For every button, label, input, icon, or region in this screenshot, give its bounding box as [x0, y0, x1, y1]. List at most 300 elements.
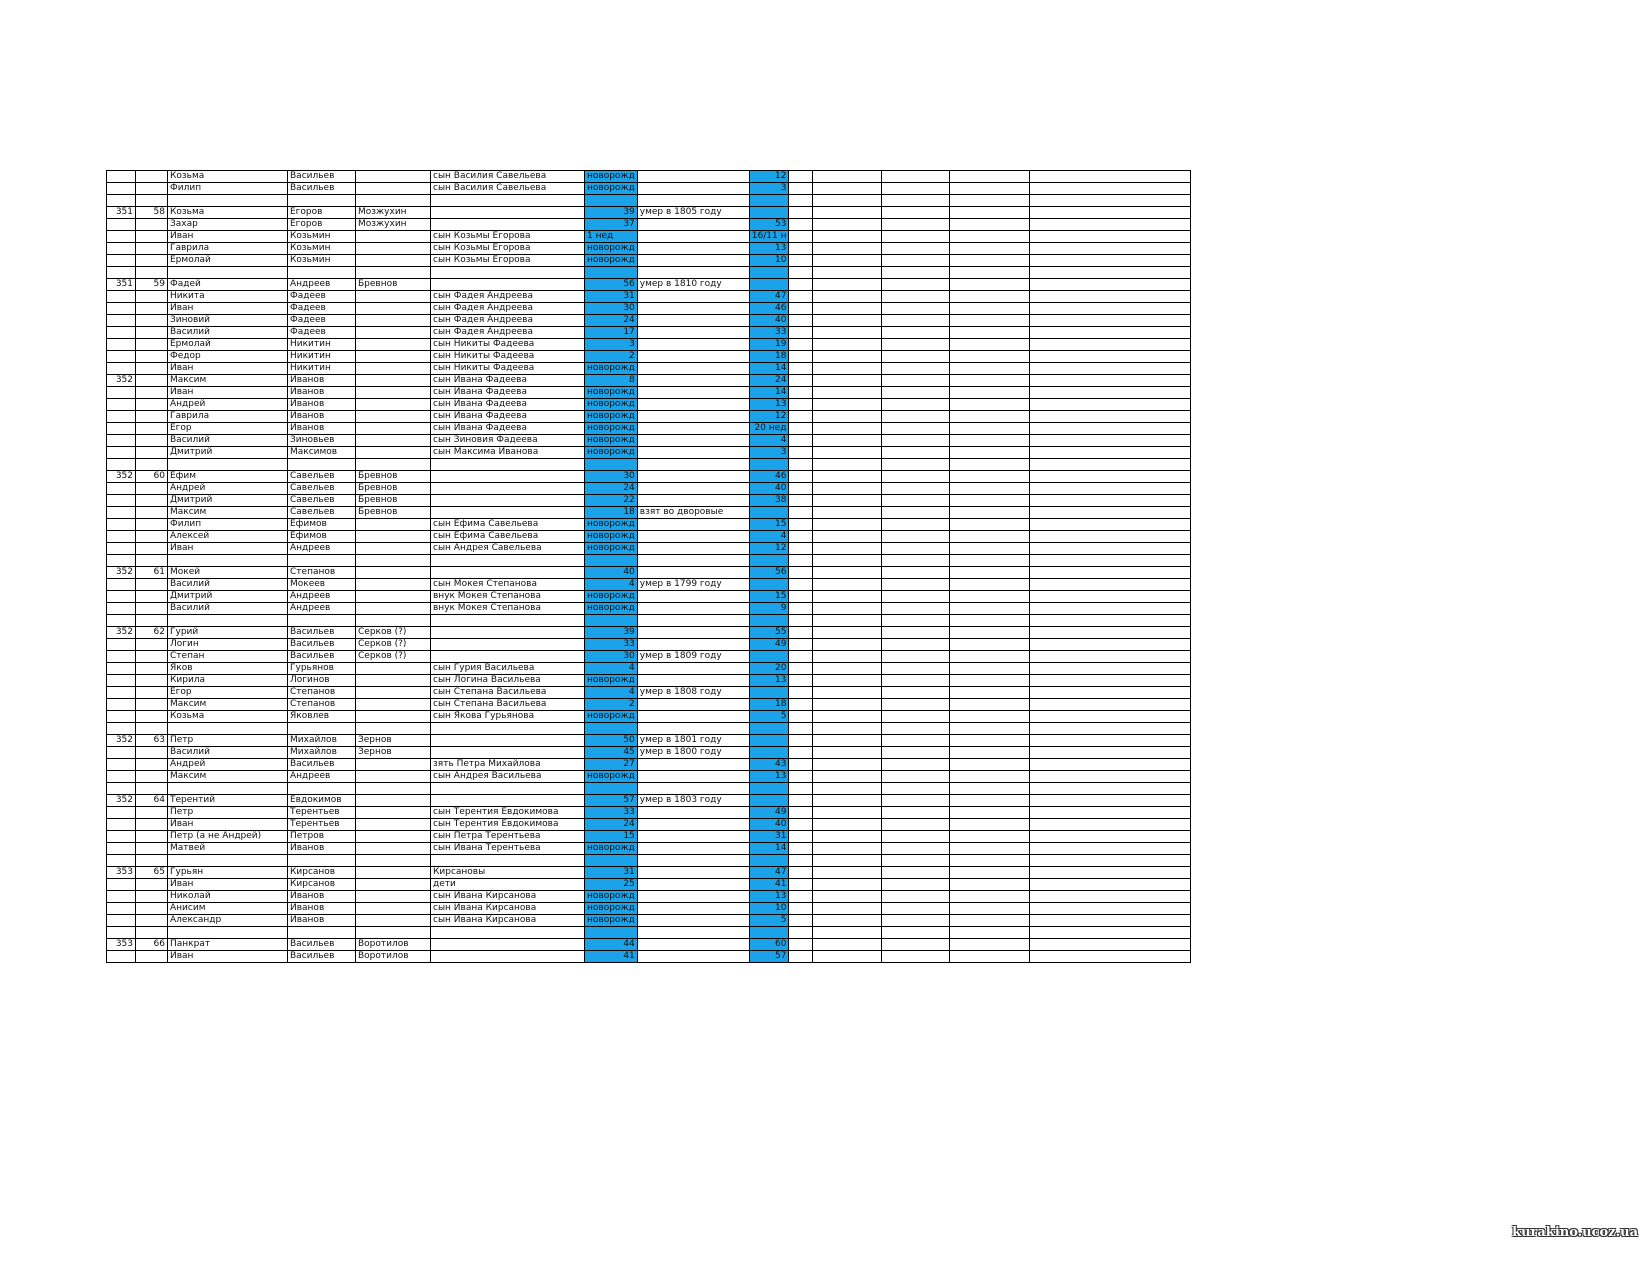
empty-cell	[813, 735, 882, 747]
empty-cell	[950, 435, 1030, 447]
patronymic-cell: Иванов	[288, 411, 356, 423]
note-cell	[637, 855, 749, 867]
empty-cell	[813, 183, 882, 195]
page-number-cell	[107, 903, 136, 915]
household-number-cell	[136, 291, 168, 303]
age-2-cell: 12	[749, 411, 789, 423]
surname-cell	[356, 291, 431, 303]
age-2-cell	[749, 459, 789, 471]
empty-cell	[1030, 231, 1191, 243]
household-number-cell	[136, 651, 168, 663]
patronymic-cell: Иванов	[288, 915, 356, 927]
age-1-cell	[585, 723, 638, 735]
page-number-cell	[107, 843, 136, 855]
empty-cell	[950, 495, 1030, 507]
page-number-cell	[107, 771, 136, 783]
table-row	[107, 531, 1191, 543]
surname-cell	[356, 675, 431, 687]
patronymic-cell: Козьмин	[288, 255, 356, 267]
first-name-cell: Матвей	[168, 843, 288, 855]
age-1-cell: 33	[585, 807, 638, 819]
empty-cell	[1030, 411, 1191, 423]
empty-cell	[950, 783, 1030, 795]
relation-cell: сын Фадея Андреева	[431, 303, 585, 315]
page-number-cell	[107, 759, 136, 771]
empty-cell	[950, 807, 1030, 819]
table-row	[107, 651, 1191, 663]
surname-cell	[356, 435, 431, 447]
age-2-cell: 40	[749, 819, 789, 831]
empty-cell	[1030, 579, 1191, 591]
empty-cell	[1030, 207, 1191, 219]
table-row	[107, 351, 1191, 363]
empty-cell	[950, 639, 1030, 651]
first-name-cell: Панкрат	[168, 939, 288, 951]
first-name-cell: Степан	[168, 651, 288, 663]
empty-cell	[789, 195, 813, 207]
first-name-cell: Дмитрий	[168, 591, 288, 603]
relation-cell: сын Степана Васильева	[431, 687, 585, 699]
age-2-cell: 20	[749, 663, 789, 675]
surname-cell	[356, 183, 431, 195]
page-number-cell: 352	[107, 567, 136, 579]
empty-cell	[1030, 183, 1191, 195]
empty-cell	[950, 315, 1030, 327]
page-number-cell	[107, 831, 136, 843]
empty-cell	[882, 219, 950, 231]
age-2-cell: 46	[749, 303, 789, 315]
empty-cell	[882, 291, 950, 303]
empty-cell	[789, 183, 813, 195]
relation-cell: сын Ивана Кирсанова	[431, 915, 585, 927]
note-cell	[637, 495, 749, 507]
household-number-cell	[136, 435, 168, 447]
household-number-cell	[136, 675, 168, 687]
first-name-cell: Анисим	[168, 903, 288, 915]
age-1-cell: 24	[585, 819, 638, 831]
first-name-cell: Козьма	[168, 711, 288, 723]
note-cell	[637, 243, 749, 255]
empty-cell	[1030, 291, 1191, 303]
household-number-cell	[136, 399, 168, 411]
table-row	[107, 867, 1191, 879]
empty-cell	[789, 399, 813, 411]
age-2-cell: 13	[749, 399, 789, 411]
household-number-cell: 62	[136, 627, 168, 639]
age-2-cell: 57	[749, 951, 789, 963]
page-number-cell: 351	[107, 207, 136, 219]
empty-cell	[882, 231, 950, 243]
note-cell	[637, 411, 749, 423]
relation-cell: сын Ивана Фадеева	[431, 387, 585, 399]
empty-cell	[789, 711, 813, 723]
note-cell	[637, 471, 749, 483]
household-number-cell	[136, 579, 168, 591]
age-1-cell	[585, 459, 638, 471]
age-1-cell: новорожд	[585, 183, 638, 195]
patronymic-cell: Васильев	[288, 183, 356, 195]
table-row	[107, 243, 1191, 255]
page-number-cell	[107, 927, 136, 939]
table-row	[107, 819, 1191, 831]
household-number-cell	[136, 543, 168, 555]
note-cell	[637, 771, 749, 783]
note-cell	[637, 339, 749, 351]
relation-cell: сын Ивана Фадеева	[431, 375, 585, 387]
note-cell	[637, 387, 749, 399]
empty-cell	[1030, 927, 1191, 939]
first-name-cell	[168, 267, 288, 279]
household-number-cell	[136, 531, 168, 543]
age-2-cell: 38	[749, 495, 789, 507]
empty-cell	[882, 747, 950, 759]
household-number-cell	[136, 927, 168, 939]
patronymic-cell: Терентьев	[288, 807, 356, 819]
note-cell	[637, 363, 749, 375]
page-number-cell	[107, 951, 136, 963]
relation-cell	[431, 567, 585, 579]
empty-cell	[1030, 771, 1191, 783]
first-name-cell: Петр	[168, 735, 288, 747]
note-cell	[637, 447, 749, 459]
patronymic-cell: Васильев	[288, 171, 356, 183]
household-number-cell	[136, 423, 168, 435]
empty-cell	[882, 723, 950, 735]
empty-cell	[813, 855, 882, 867]
surname-cell	[356, 555, 431, 567]
empty-cell	[882, 435, 950, 447]
table-row	[107, 411, 1191, 423]
relation-cell	[431, 615, 585, 627]
table-row	[107, 171, 1191, 183]
relation-cell: сын Козьмы Егорова	[431, 231, 585, 243]
table-row	[107, 747, 1191, 759]
household-number-cell	[136, 171, 168, 183]
surname-cell	[356, 915, 431, 927]
empty-cell	[882, 543, 950, 555]
relation-cell: сын Степана Васильева	[431, 699, 585, 711]
empty-cell	[882, 855, 950, 867]
empty-cell	[882, 735, 950, 747]
patronymic-cell: Мокеев	[288, 579, 356, 591]
empty-cell	[950, 279, 1030, 291]
empty-cell	[813, 807, 882, 819]
table-row	[107, 195, 1191, 207]
household-number-cell	[136, 327, 168, 339]
first-name-cell: Мокей	[168, 567, 288, 579]
first-name-cell: Кирила	[168, 675, 288, 687]
empty-cell	[882, 591, 950, 603]
first-name-cell: Фадей	[168, 279, 288, 291]
first-name-cell: Зиновий	[168, 315, 288, 327]
surname-cell	[356, 303, 431, 315]
age-1-cell: 25	[585, 879, 638, 891]
patronymic-cell	[288, 723, 356, 735]
empty-cell	[789, 423, 813, 435]
empty-cell	[1030, 495, 1191, 507]
empty-cell	[882, 519, 950, 531]
first-name-cell: Александр	[168, 915, 288, 927]
empty-cell	[1030, 603, 1191, 615]
age-1-cell	[585, 783, 638, 795]
age-1-cell: новорожд	[585, 843, 638, 855]
age-2-cell: 12	[749, 543, 789, 555]
table-row	[107, 363, 1191, 375]
page-number-cell	[107, 531, 136, 543]
empty-cell	[789, 387, 813, 399]
page-number-cell	[107, 891, 136, 903]
empty-cell	[1030, 783, 1191, 795]
patronymic-cell	[288, 195, 356, 207]
relation-cell	[431, 783, 585, 795]
age-2-cell: 4	[749, 435, 789, 447]
age-2-cell	[749, 855, 789, 867]
surname-cell	[356, 255, 431, 267]
patronymic-cell: Андреев	[288, 543, 356, 555]
note-cell	[637, 639, 749, 651]
household-number-cell	[136, 711, 168, 723]
empty-cell	[789, 819, 813, 831]
table-row	[107, 903, 1191, 915]
empty-cell	[813, 447, 882, 459]
note-cell: умер в 1799 году	[637, 579, 749, 591]
patronymic-cell: Никитин	[288, 363, 356, 375]
empty-cell	[950, 675, 1030, 687]
table-row	[107, 255, 1191, 267]
page-number-cell: 352	[107, 795, 136, 807]
relation-cell	[431, 735, 585, 747]
note-cell	[637, 939, 749, 951]
age-2-cell	[749, 651, 789, 663]
age-2-cell: 12	[749, 171, 789, 183]
relation-cell: сын Ивана Кирсанова	[431, 903, 585, 915]
empty-cell	[813, 219, 882, 231]
relation-cell	[431, 495, 585, 507]
first-name-cell: Дмитрий	[168, 495, 288, 507]
first-name-cell: Егор	[168, 423, 288, 435]
relation-cell: дети	[431, 879, 585, 891]
surname-cell	[356, 411, 431, 423]
surname-cell: Серков (?)	[356, 627, 431, 639]
empty-cell	[1030, 399, 1191, 411]
table-row	[107, 183, 1191, 195]
empty-cell	[1030, 459, 1191, 471]
surname-cell	[356, 375, 431, 387]
age-1-cell: 50	[585, 735, 638, 747]
empty-cell	[813, 891, 882, 903]
note-cell: умер в 1801 году	[637, 735, 749, 747]
table-row	[107, 843, 1191, 855]
household-number-cell	[136, 855, 168, 867]
empty-cell	[789, 219, 813, 231]
empty-cell	[1030, 387, 1191, 399]
empty-cell	[813, 603, 882, 615]
age-1-cell: новорожд	[585, 891, 638, 903]
table-row	[107, 723, 1191, 735]
relation-cell: сын Ефима Савельева	[431, 519, 585, 531]
empty-cell	[789, 231, 813, 243]
empty-cell	[1030, 267, 1191, 279]
empty-cell	[789, 615, 813, 627]
empty-cell	[1030, 435, 1191, 447]
age-1-cell	[585, 615, 638, 627]
empty-cell	[789, 495, 813, 507]
empty-cell	[813, 879, 882, 891]
patronymic-cell: Васильев	[288, 939, 356, 951]
household-number-cell	[136, 879, 168, 891]
household-number-cell	[136, 591, 168, 603]
empty-cell	[1030, 663, 1191, 675]
relation-cell: сын Ивана Фадеева	[431, 399, 585, 411]
note-cell	[637, 483, 749, 495]
patronymic-cell	[288, 855, 356, 867]
household-number-cell	[136, 363, 168, 375]
empty-cell	[882, 255, 950, 267]
note-cell	[637, 231, 749, 243]
first-name-cell: Козьма	[168, 207, 288, 219]
empty-cell	[1030, 303, 1191, 315]
empty-cell	[789, 747, 813, 759]
empty-cell	[950, 819, 1030, 831]
empty-cell	[813, 375, 882, 387]
empty-cell	[950, 651, 1030, 663]
household-number-cell	[136, 483, 168, 495]
table-row	[107, 939, 1191, 951]
relation-cell: сын Якова Гурьянова	[431, 711, 585, 723]
surname-cell	[356, 579, 431, 591]
note-cell	[637, 879, 749, 891]
age-2-cell: 56	[749, 567, 789, 579]
page-number-cell: 352	[107, 375, 136, 387]
empty-cell	[882, 555, 950, 567]
first-name-cell: Иван	[168, 819, 288, 831]
empty-cell	[813, 471, 882, 483]
empty-cell	[789, 855, 813, 867]
page-number-cell	[107, 603, 136, 615]
patronymic-cell	[288, 927, 356, 939]
empty-cell	[882, 627, 950, 639]
empty-cell	[813, 627, 882, 639]
empty-cell	[813, 459, 882, 471]
page-number-cell	[107, 555, 136, 567]
empty-cell	[882, 891, 950, 903]
table-row	[107, 927, 1191, 939]
empty-cell	[1030, 195, 1191, 207]
empty-cell	[1030, 735, 1191, 747]
patronymic-cell: Козьмин	[288, 243, 356, 255]
age-1-cell: 45	[585, 747, 638, 759]
surname-cell: Бревнов	[356, 483, 431, 495]
age-2-cell	[749, 723, 789, 735]
relation-cell: сын Василия Савельева	[431, 171, 585, 183]
page-number-cell	[107, 399, 136, 411]
empty-cell	[789, 675, 813, 687]
table-row	[107, 675, 1191, 687]
page-number-cell	[107, 579, 136, 591]
empty-cell	[1030, 831, 1191, 843]
first-name-cell: Иван	[168, 231, 288, 243]
empty-cell	[813, 579, 882, 591]
age-1-cell: 24	[585, 483, 638, 495]
note-cell: умер в 1803 году	[637, 795, 749, 807]
relation-cell: сын Козьмы Егорова	[431, 255, 585, 267]
surname-cell	[356, 687, 431, 699]
empty-cell	[882, 507, 950, 519]
age-1-cell: 4	[585, 663, 638, 675]
empty-cell	[1030, 615, 1191, 627]
empty-cell	[950, 267, 1030, 279]
empty-cell	[813, 927, 882, 939]
age-1-cell: 33	[585, 639, 638, 651]
household-number-cell	[136, 459, 168, 471]
empty-cell	[1030, 447, 1191, 459]
household-number-cell	[136, 783, 168, 795]
surname-cell: Воротилов	[356, 939, 431, 951]
empty-cell	[950, 663, 1030, 675]
first-name-cell: Гаврила	[168, 411, 288, 423]
empty-cell	[789, 363, 813, 375]
empty-cell	[789, 543, 813, 555]
empty-cell	[789, 519, 813, 531]
note-cell	[637, 351, 749, 363]
note-cell	[637, 399, 749, 411]
table-row	[107, 543, 1191, 555]
empty-cell	[1030, 171, 1191, 183]
site-watermark: kurakino.ucoz.ua	[1512, 1225, 1638, 1240]
age-2-cell	[749, 615, 789, 627]
age-2-cell: 3	[749, 183, 789, 195]
empty-cell	[1030, 219, 1191, 231]
note-cell	[637, 711, 749, 723]
household-number-cell	[136, 303, 168, 315]
empty-cell	[813, 507, 882, 519]
surname-cell	[356, 795, 431, 807]
age-2-cell: 16/11 н	[749, 231, 789, 243]
note-cell	[637, 843, 749, 855]
age-2-cell: 15	[749, 519, 789, 531]
table-row	[107, 231, 1191, 243]
empty-cell	[950, 591, 1030, 603]
empty-cell	[882, 699, 950, 711]
empty-cell	[813, 243, 882, 255]
empty-cell	[950, 711, 1030, 723]
first-name-cell: Петр	[168, 807, 288, 819]
empty-cell	[789, 867, 813, 879]
page-number-cell	[107, 699, 136, 711]
age-1-cell: новорожд	[585, 903, 638, 915]
surname-cell	[356, 615, 431, 627]
age-1-cell: новорожд	[585, 591, 638, 603]
table-row	[107, 495, 1191, 507]
table-row	[107, 639, 1191, 651]
first-name-cell: Петр (а не Андрей)	[168, 831, 288, 843]
empty-cell	[882, 171, 950, 183]
empty-cell	[950, 579, 1030, 591]
empty-cell	[813, 771, 882, 783]
empty-cell	[950, 459, 1030, 471]
household-number-cell: 59	[136, 279, 168, 291]
patronymic-cell: Михайлов	[288, 747, 356, 759]
page-number-cell	[107, 543, 136, 555]
note-cell	[637, 555, 749, 567]
surname-cell	[356, 339, 431, 351]
table-row	[107, 615, 1191, 627]
note-cell	[637, 375, 749, 387]
first-name-cell: Филип	[168, 183, 288, 195]
empty-cell	[882, 939, 950, 951]
table-row	[107, 579, 1191, 591]
age-1-cell: новорожд	[585, 675, 638, 687]
